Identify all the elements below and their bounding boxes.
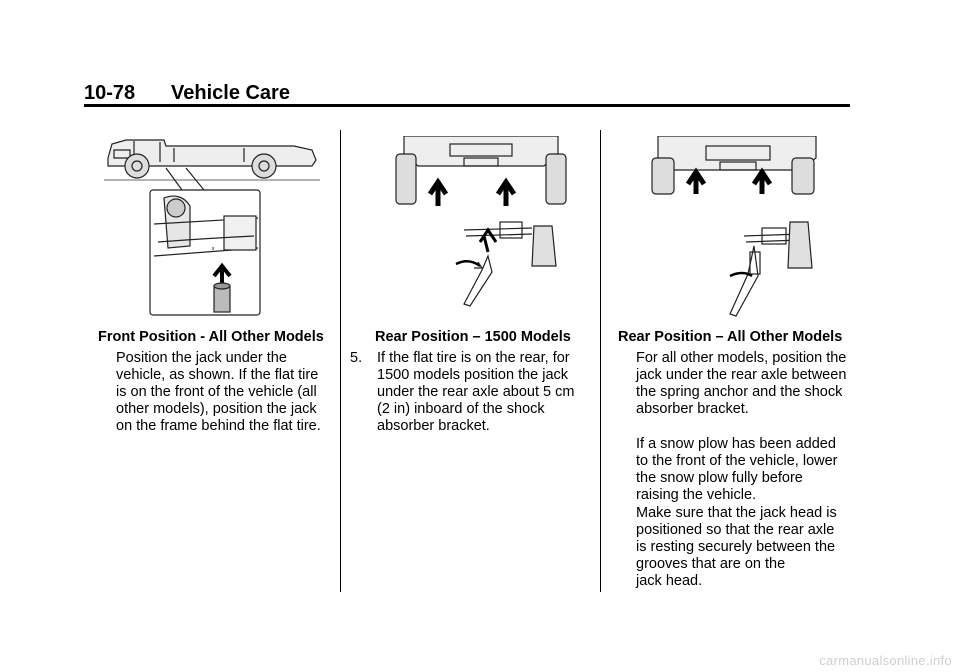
column-divider — [600, 130, 601, 592]
body-paragraph: If a snow plow has been added to the front of the vehicle, lower the snow plow fully before raising the vehicle. — [636, 436, 838, 503]
front-jack-position-illustration — [104, 136, 320, 318]
body-paragraph: If the flat tire is on the rear, for 1500 models position the jack under the rear axle about 5 cm (2 in) inboard of the shock absorber bracket. — [377, 350, 575, 434]
rear-jack-position-1500-illustration — [392, 136, 578, 316]
header-rule — [84, 104, 850, 107]
column-divider — [340, 130, 341, 592]
figure-caption: Front Position - All Other Models — [98, 329, 324, 345]
figure-caption: Rear Position – All Other Models — [618, 329, 843, 345]
body-paragraph: Make sure that the jack head is positioned so that the rear axle is resting securely between the grooves that are on the jack head. — [636, 505, 837, 589]
section-title: Vehicle Care — [171, 82, 290, 104]
figure-caption: Rear Position – 1500 Models — [375, 329, 571, 345]
step-number: 5. — [350, 350, 363, 366]
rear-jack-position-other-illustration — [650, 136, 836, 322]
body-paragraph: For all other models, position the jack under the rear axle between the spring anchor and the shock absorber bracket. — [636, 350, 847, 417]
page-number: 10-78 — [84, 82, 136, 104]
page-header — [84, 82, 850, 106]
body-paragraph: Position the jack under the vehicle, as shown. If the flat tire is on the front of the vehicle (all other models), position the jack on the frame behind the flat tire. — [116, 350, 321, 434]
svg-text:x: x — [212, 246, 215, 252]
watermark: carmanualsonline.info — [819, 653, 952, 668]
